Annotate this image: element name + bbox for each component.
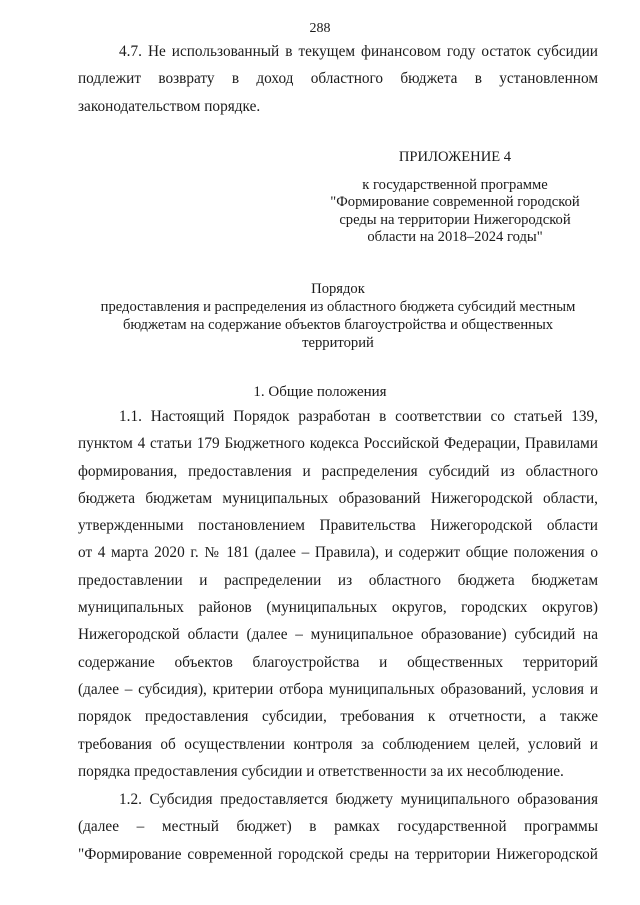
text-line: бюджета бюджетам муниципальных образований Нижегородской области, xyxy=(78,489,598,507)
order-title-line: территорий xyxy=(302,335,374,351)
text-line: законодательством порядке. xyxy=(78,97,261,115)
text-line: порядка предоставления субсидии и ответственности за их несоблюдение. xyxy=(78,762,564,780)
text-line: подлежит возврату в доход областного бюджета в установленном xyxy=(78,70,598,88)
section-heading: 1. Общие положения xyxy=(253,384,387,400)
text-line: формирования, предоставления и распределения субсидий из областного xyxy=(78,462,598,480)
text-line: 1.1. Настоящий Порядок разработан в соответствии со статьей 139, xyxy=(119,408,598,425)
text-line: "Формирование современной городской среды на территории Нижегородской xyxy=(78,845,598,863)
order-title-line: бюджетам на содержание объектов благоустройства и общественных xyxy=(122,317,554,333)
page-number: 288 xyxy=(309,21,331,36)
text-line: муниципальных районов (муниципальных округов, городских округов) xyxy=(78,599,598,617)
appendix-line: к государственной программе xyxy=(362,176,548,193)
text-line: (далее – местный бюджет) в рамках государственной программы xyxy=(78,818,598,836)
order-title-line: предоставления и распределения из областного бюджета субсидий местным xyxy=(100,299,576,315)
order-title-line: Порядок xyxy=(311,281,365,297)
text-line: порядок предоставления субсидии, требования к отчетности, а также xyxy=(78,708,598,726)
appendix-line: среды на территории Нижегородской xyxy=(339,211,571,228)
text-line: 1.2. Субсидия предоставляется бюджету муниципального образования xyxy=(119,791,598,808)
appendix-title: ПРИЛОЖЕНИЕ 4 xyxy=(398,149,512,165)
text-line: Нижегородской области (далее – муниципальное образование) субсидий на xyxy=(78,626,598,644)
text-line: утвержденными постановлением Правительства Нижегородской области xyxy=(78,517,598,535)
text-line: 4.7. Не использованный в текущем финансовом году остаток субсидии xyxy=(119,43,598,60)
paragraph-1-2 xyxy=(78,786,598,868)
appendix-line: области на 2018–2024 годы" xyxy=(367,229,543,245)
text-line: пунктом 4 статьи 179 Бюджетного кодекса Российской Федерации, Правилами xyxy=(78,435,598,453)
text-line: требования об осуществлении контроля за соблюдением целей, условий и xyxy=(78,735,598,753)
order-title xyxy=(60,280,616,352)
appendix-line: "Формирование современной городской xyxy=(330,194,580,210)
text-line: от 4 марта 2020 г. № 181 (далее – Правила), и содержит общие положения о xyxy=(78,544,598,562)
paragraph-4-7 xyxy=(78,38,598,120)
paragraph-1-1 xyxy=(78,403,598,785)
appendix-heading xyxy=(300,149,610,247)
text-line: предоставлении и распределении из областного бюджета бюджетам xyxy=(78,571,598,589)
text-line: содержание объектов благоустройства и общественных территорий xyxy=(78,653,598,671)
text-line: (далее – субсидия), критерии отбора муниципальных образований, условия и xyxy=(78,680,598,698)
